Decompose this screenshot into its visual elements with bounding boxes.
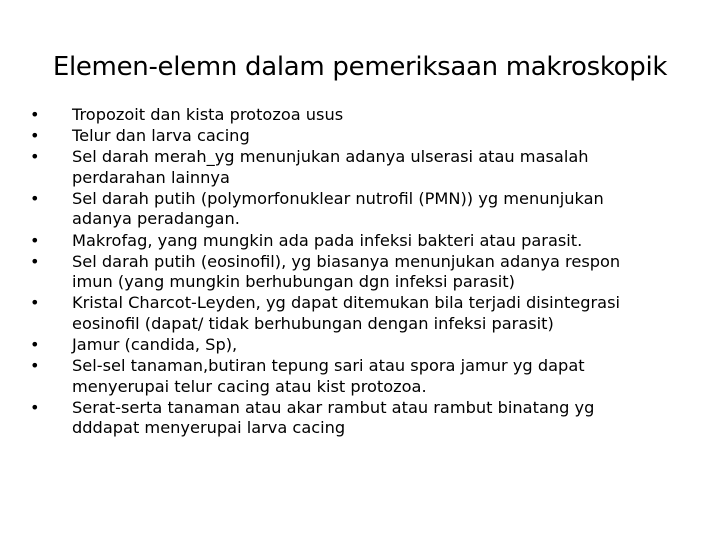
list-item-text: Sel darah putih (eosinofil), yg biasanya menunjukan adanya respon	[72, 251, 621, 271]
list-item	[30, 189, 690, 230]
list-item-text-continued: adanya peradangan.	[72, 209, 240, 229]
bullet-icon: •	[30, 251, 40, 271]
bullet-icon: •	[30, 293, 40, 313]
list-item-text: Tropozoit dan kista protozoa usus	[72, 105, 344, 124]
list-item-text-continued: eosinofil (dapat/ tidak berhubungan dengan infeksi parasit)	[72, 313, 554, 333]
list-item-text: Kristal Charcot-Leyden, yg dapat ditemukan bila terjadi disintegrasi	[72, 293, 621, 313]
list-item-text: Sel-sel tanaman,butiran tepung sari atau spora jamur yg dapat	[72, 356, 585, 376]
list-item-text-continued: dddapat menyerupai larva cacing	[72, 418, 346, 438]
list-item	[30, 293, 690, 334]
list-item-text-continued: menyerupai telur cacing atau kist protozoa.	[72, 376, 427, 396]
list-item-text: Telur dan larva cacing	[72, 126, 250, 146]
list-item	[30, 126, 690, 146]
list-item-text: Serat-serta tanaman atau akar rambut atau rambut binatang yg	[72, 397, 595, 417]
bullet-icon: •	[30, 105, 40, 124]
bullet-icon: •	[30, 356, 40, 376]
bullet-icon: •	[30, 335, 40, 355]
list-item-text-continued: imun (yang mungkin berhubungan dgn infeksi parasit)	[72, 272, 515, 292]
list-item	[30, 335, 690, 355]
list-item	[30, 147, 690, 188]
bullet-list	[30, 105, 690, 439]
list-item	[30, 356, 690, 397]
bullet-icon: •	[30, 230, 40, 250]
bullet-icon: •	[30, 147, 40, 167]
list-item-text-continued: perdarahan lainnya	[72, 167, 230, 187]
bullet-icon: •	[30, 189, 40, 209]
list-item	[30, 398, 690, 439]
list-item	[30, 231, 690, 251]
bullet-icon: •	[30, 126, 40, 146]
list-item-text: Sel darah merah_yg menunjukan adanya ulserasi atau masalah	[72, 147, 589, 167]
slide-title: Elemen-elemn dalam pemeriksaan makroskopik	[52, 52, 668, 82]
list-item-text: Sel darah putih (polymorfonuklear nutrofil (PMN)) yg menunjukan	[72, 189, 604, 209]
bullet-icon: •	[30, 397, 40, 417]
list-item	[30, 252, 690, 293]
list-item-text: Makrofag, yang mungkin ada pada infeksi bakteri atau parasit.	[72, 230, 583, 250]
list-item	[30, 105, 690, 125]
list-item-text: Jamur (candida, Sp),	[72, 335, 238, 355]
